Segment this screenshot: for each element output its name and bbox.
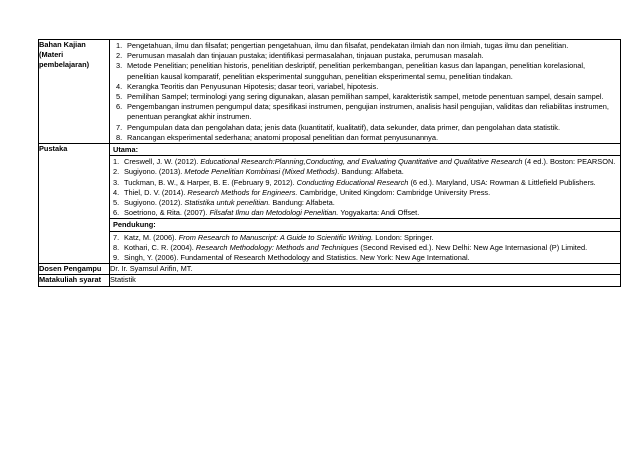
reference-publisher: (Second Revised ed.). New Delhi: New Age Internasional (P) Limited. — [358, 242, 588, 252]
list-number: 1. — [116, 41, 123, 50]
reference-author: Creswell, J. W. (2012). — [124, 157, 201, 167]
list-item — [110, 157, 616, 167]
item-text: Pengetahuan, ilmu dan filsafat; pengertian pengetahuan, ilmu dan filsafat, pendekatan ilmiah dan non ilmiah, tugas ilmu dan penelitian. — [127, 41, 569, 50]
reference-title: Metode Penelitian Kombinasi (Mixed Methods) — [184, 167, 338, 177]
list-item — [113, 102, 617, 122]
list-item — [113, 133, 617, 143]
reference-title: Educational Research:Planning,Conducting, and Evaluating Quantitative and Qualitative Research — [200, 157, 523, 167]
pendukung-heading: Pendukung: — [110, 218, 620, 231]
reference-publisher: (6 ed.). Maryland, USA: Rowman & Littlefield Publishers. — [408, 177, 596, 187]
reference-title: Conducting Educational Research — [296, 177, 409, 187]
item-text: Pengembangan instrumen pengumpul data; spesifikasi instrumen, pengujian instrumen, analisis hasil pengujian, validitas dan reliabilitas instrumen, penentuan perangkat akhir instrumen. — [127, 102, 609, 122]
reference-author: Sugiyono. (2013). — [124, 167, 185, 177]
list-number: 6. — [113, 208, 120, 218]
list-item — [113, 41, 617, 51]
reference-author: Katz, M. (2006). — [124, 232, 179, 242]
pustaka-content — [110, 144, 621, 264]
item-text: Metode Penelitian; penelitian historis, penelitian deskriptif, penelitian perkembangan, penelitian kasus dan lapangan, penelitian korelasional, penelitian kausal komparatif, penelitian eksperimental sungguhan, penelitian eksperimental semu, penelitian tindakan. — [127, 61, 586, 81]
list-item — [110, 243, 616, 253]
item-text: Perumusan masalah dan tinjauan pustaka; identifikasi permasalahan, tinjauan pustaka, perumusan masalah. — [127, 51, 484, 61]
reference-author: Kothari, C. R. (2004). — [124, 242, 196, 252]
list-number: 2. — [116, 51, 123, 61]
row-pustaka — [39, 144, 621, 264]
reference-author: Thiel, D. V. (2014). — [124, 187, 188, 197]
reference-author: Singh, Y. (2006). Fundamental of Research Methodology and Statistics. New York: New Age International. — [124, 253, 470, 263]
reference-publisher: Bandung: Alfabeta. — [270, 198, 335, 208]
utama-heading: Utama: — [110, 144, 620, 156]
reference-publisher: . Bandung: Alfabeta. — [337, 167, 404, 177]
list-item — [110, 198, 616, 208]
list-number: 8. — [113, 242, 120, 252]
course-detail-table — [38, 39, 621, 287]
dosen-pengampu-value: Dr. Ir. Syamsul Arifin, MT. — [110, 264, 621, 275]
list-item — [110, 253, 616, 263]
list-number: 9. — [113, 253, 120, 263]
list-number: 7. — [116, 122, 123, 132]
item-text: Kerangka Teoritis dan Penyusunan Hipotesis; dasar teori, variabel, hipotesis. — [127, 81, 379, 91]
row-matakuliah-syarat — [39, 275, 621, 286]
reference-publisher: (4 ed.). Boston: PEARSON. — [522, 157, 616, 167]
row-label-bahan-kajian: Bahan Kajian (Materi pembelajaran) — [39, 40, 110, 144]
list-number: 4. — [116, 81, 123, 91]
list-item — [110, 188, 616, 198]
list-item — [113, 123, 617, 133]
list-number: 2. — [113, 167, 120, 177]
item-text: Pengumpulan data dan pengolahan data; jenis data (kuantitatif, kualitatif), data sekunder, data primer, dan pengolahan data statistik. — [127, 122, 561, 132]
reference-publisher: London: Springer. — [373, 232, 434, 242]
reference-author: Sugiyono. (2012). — [124, 198, 185, 208]
list-number: 8. — [116, 132, 123, 142]
reference-publisher: Cambridge, United Kingdom: Cambridge University Press. — [297, 187, 491, 197]
reference-title: Statistika untuk penelitian. — [184, 198, 271, 208]
list-item — [110, 167, 616, 177]
list-number: 3. — [113, 177, 120, 187]
list-number: 4. — [113, 187, 120, 197]
bahan-kajian-content — [110, 40, 621, 144]
row-label-dosen-pengampu: Dosen Pengampu — [39, 264, 110, 275]
list-number: 5. — [116, 92, 123, 102]
utama-reference-list — [110, 156, 620, 218]
list-item — [113, 92, 617, 102]
row-label-pustaka: Pustaka — [39, 144, 110, 264]
item-text: Pemilihan Sampel; terminologi yang sering digunakan, alasan pemilihan sampel, karakteristik sampel, metode penentuan sampel, desain sampel. — [127, 92, 604, 102]
list-item — [110, 178, 616, 188]
row-label-matakuliah-syarat: Matakuliah syarat — [39, 275, 110, 286]
row-dosen-pengampu — [39, 264, 621, 275]
list-item — [113, 82, 617, 92]
pendukung-reference-list — [110, 232, 620, 264]
reference-title: Filsafat Ilmu dan Metodologi Penelitian. — [209, 208, 339, 218]
reference-title: Research Methods for Engineers. — [187, 187, 298, 197]
reference-title: From Research to Manuscript: A Guide to Scientific Writing. — [178, 232, 374, 242]
list-item — [110, 233, 616, 243]
list-number: 1. — [113, 157, 120, 167]
list-number: 3. — [116, 61, 123, 71]
reference-author: Tuckman, B. W., & Harper, B. E. (February 9, 2012). — [124, 177, 297, 187]
list-item — [110, 208, 616, 218]
list-number: 5. — [113, 198, 120, 208]
matakuliah-syarat-value: Statistik — [110, 275, 621, 286]
reference-author: Soetriono, & Rita. (2007). — [124, 208, 210, 218]
row-bahan-kajian — [39, 40, 621, 144]
list-number: 7. — [113, 232, 120, 242]
list-number: 6. — [116, 102, 123, 112]
bahan-kajian-list — [110, 40, 620, 143]
list-item — [113, 51, 617, 61]
reference-publisher: Yogyakarta: Andi Offset. — [338, 208, 420, 218]
reference-title: Research Methodology: Methods and Techniques — [195, 242, 359, 252]
list-item — [113, 61, 617, 81]
item-text: Rancangan eksperimental sederhana; anatomi proposal penelitian dan format penyusunannya. — [127, 132, 439, 142]
